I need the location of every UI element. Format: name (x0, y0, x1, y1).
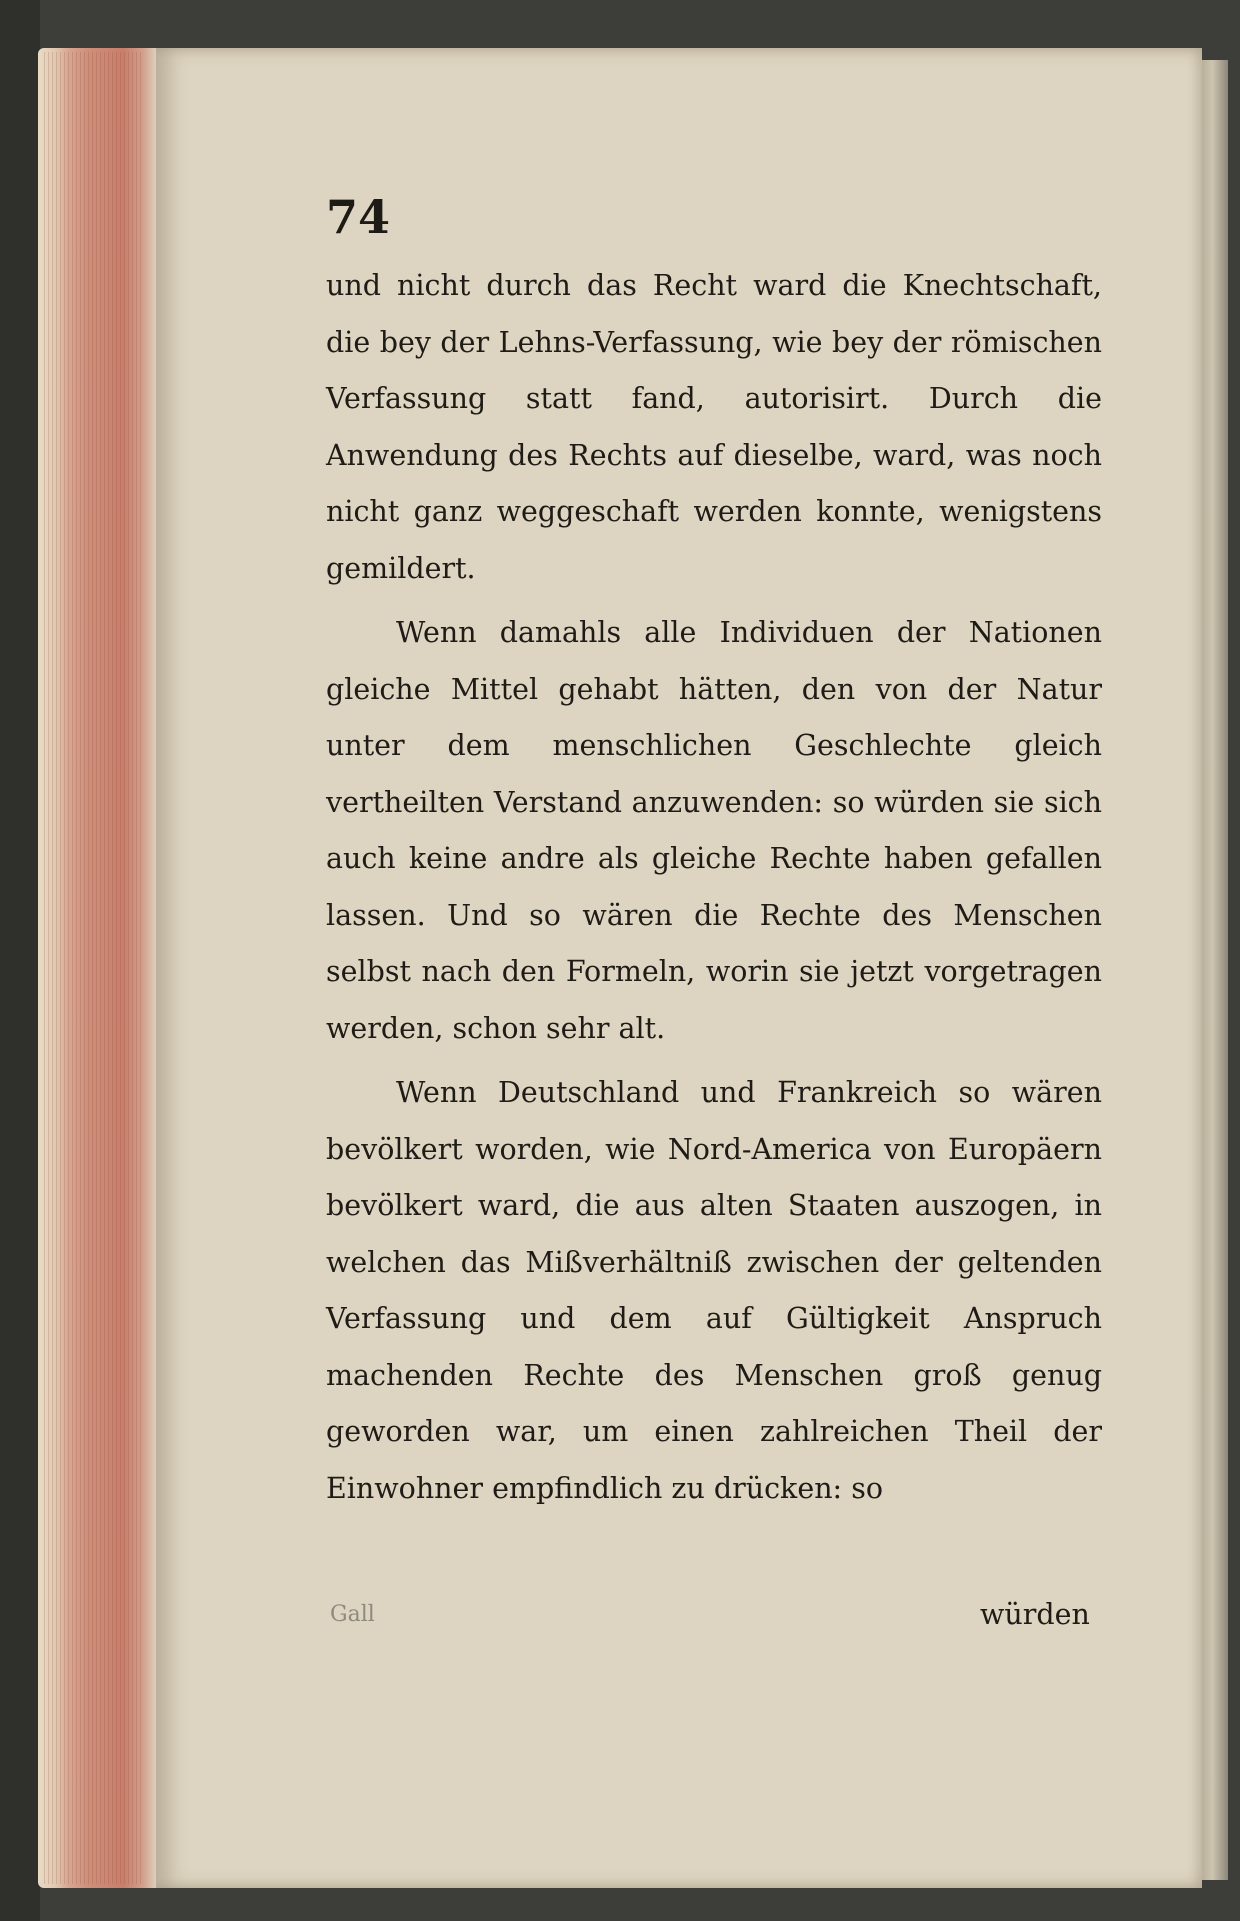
catchword: würden (980, 1598, 1090, 1631)
page-number: 74 (326, 190, 391, 244)
body-text (326, 258, 1102, 1517)
paragraph-2: Wenn damahls alle Individuen der Nationen gleiche Mittel gehabt hätten, den von der Natur unter dem menschlichen Geschlechte gleich vertheilten Verstand anzuwenden: so würden sie sich auch keine andre als gleiche Rechte haben gefallen lassen. Und so wären die Rechte des Menschen selbst nach den Formeln, worin sie jetzt vorgetragen werden, schon sehr alt. (326, 616, 1102, 1045)
page-edges-texture (44, 52, 144, 1884)
signature-mark: Gall (330, 1602, 375, 1627)
paragraph-3: Wenn Deutschland und Frankreich so wären bevölkert worden, wie Nord-America von Europäern bevölkert ward, die aus alten Staaten auszogen, in welchen das Mißverhältniß zwischen der geltenden Verfassung und dem auf Gültigkeit Anspruch machenden Rechte des Menschen groß genug geworden war, um einen zahlreichen Theil der Einwohner empfindlich zu drücken: so (326, 1076, 1102, 1505)
scan-background (0, 0, 40, 1921)
facing-page-edge (1202, 60, 1228, 1880)
paragraph-1: und nicht durch das Recht ward die Knechtschaft, die bey der Lehns-Verfassung, wie bey der römischen Verfassung statt fand, autorisirt. Durch die Anwendung des Rechts auf dieselbe, ward, was noch nicht ganz weggeschaft werden konnte, wenigstens gemildert. (326, 269, 1102, 585)
